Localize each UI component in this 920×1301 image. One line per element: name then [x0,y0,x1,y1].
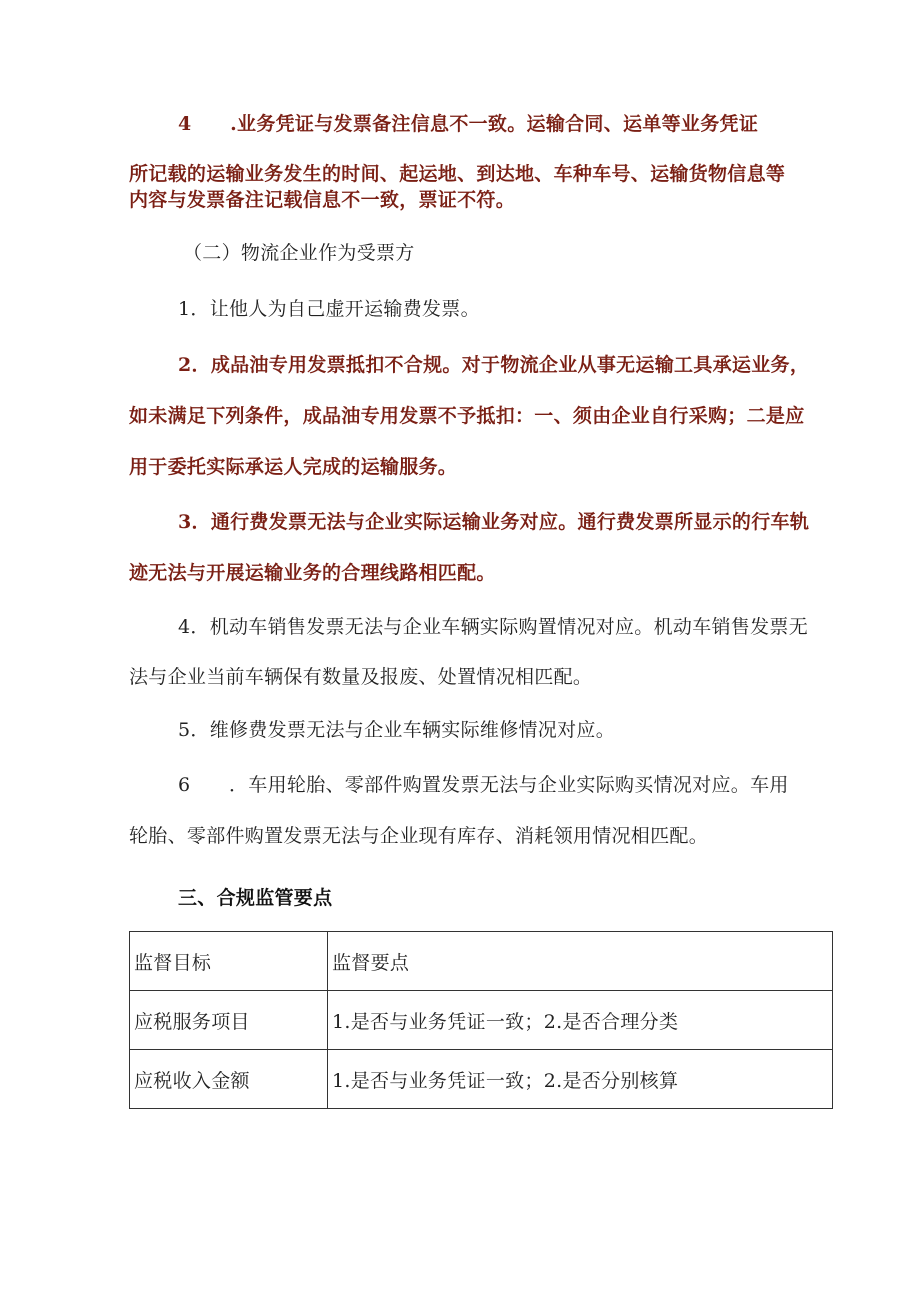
section-heading-compliance: 三、合规监管要点 [178,887,333,909]
paragraph-parts-invoice-line2: 轮胎、零部件购置发票无法与企业现有库存、消耗领用情况相匹配。 [129,825,709,847]
table-row [130,1050,833,1109]
paragraph-parts-invoice-line1: 6 ．车用轮胎、零部件购置发票无法与企业实际购买情况对应。车用 [178,774,789,796]
paragraph-toll-invoice-line2: 迹无法与开展运输业务的合理线路相匹配。 [129,562,496,584]
table-cell: 应税服务项目 [130,991,328,1050]
table-header-row [130,932,833,991]
paragraph-fuel-invoice-line2: 如未满足下列条件，成品油专用发票不予抵扣：一、须由企业自行采购；二是应 [129,405,805,427]
table-cell: 应税收入金额 [130,1050,328,1109]
table-header-cell: 监督目标 [130,932,328,991]
subheading-recipient: （二）物流企业作为受票方 [183,242,415,264]
compliance-table [129,931,833,1109]
paragraph-fuel-invoice-line3: 用于委托实际承运人完成的运输服务。 [129,456,458,478]
paragraph-fuel-invoice-line1: 2．成品油专用发票抵扣不合规。对于物流企业从事无运输工具承运业务， [178,354,810,376]
paragraph-invoice-note-mismatch-line3: 内容与发票备注记载信息不一致，票证不符。 [129,189,516,211]
paragraph-false-invoicing: 1．让他人为自己虚开运输费发票。 [178,298,480,320]
paragraph-vehicle-invoice-line1: 4．机动车销售发票无法与企业车辆实际购置情况对应。机动车销售发票无 [178,616,808,638]
paragraph-invoice-note-mismatch-line1: 4 .业务凭证与发票备注信息不一致。运输合同、运单等业务凭证 [178,113,759,135]
paragraph-repair-invoice: 5．维修费发票无法与企业车辆实际维修情况对应。 [178,719,615,741]
paragraph-toll-invoice-line1: 3．通行费发票无法与企业实际运输业务对应。通行费发票所显示的行车轨 [178,511,810,533]
table-cell: 1.是否与业务凭证一致；2.是否分别核算 [328,1050,833,1109]
paragraph-invoice-note-mismatch-line2: 所记载的运输业务发生的时间、起运地、到达地、车种车号、运输货物信息等 [129,163,786,185]
paragraph-vehicle-invoice-line2: 法与企业当前车辆保有数量及报废、处置情况相匹配。 [129,666,593,688]
table-header-cell: 监督要点 [328,932,833,991]
table-row [130,991,833,1050]
table-cell: 1.是否与业务凭证一致；2.是否合理分类 [328,991,833,1050]
